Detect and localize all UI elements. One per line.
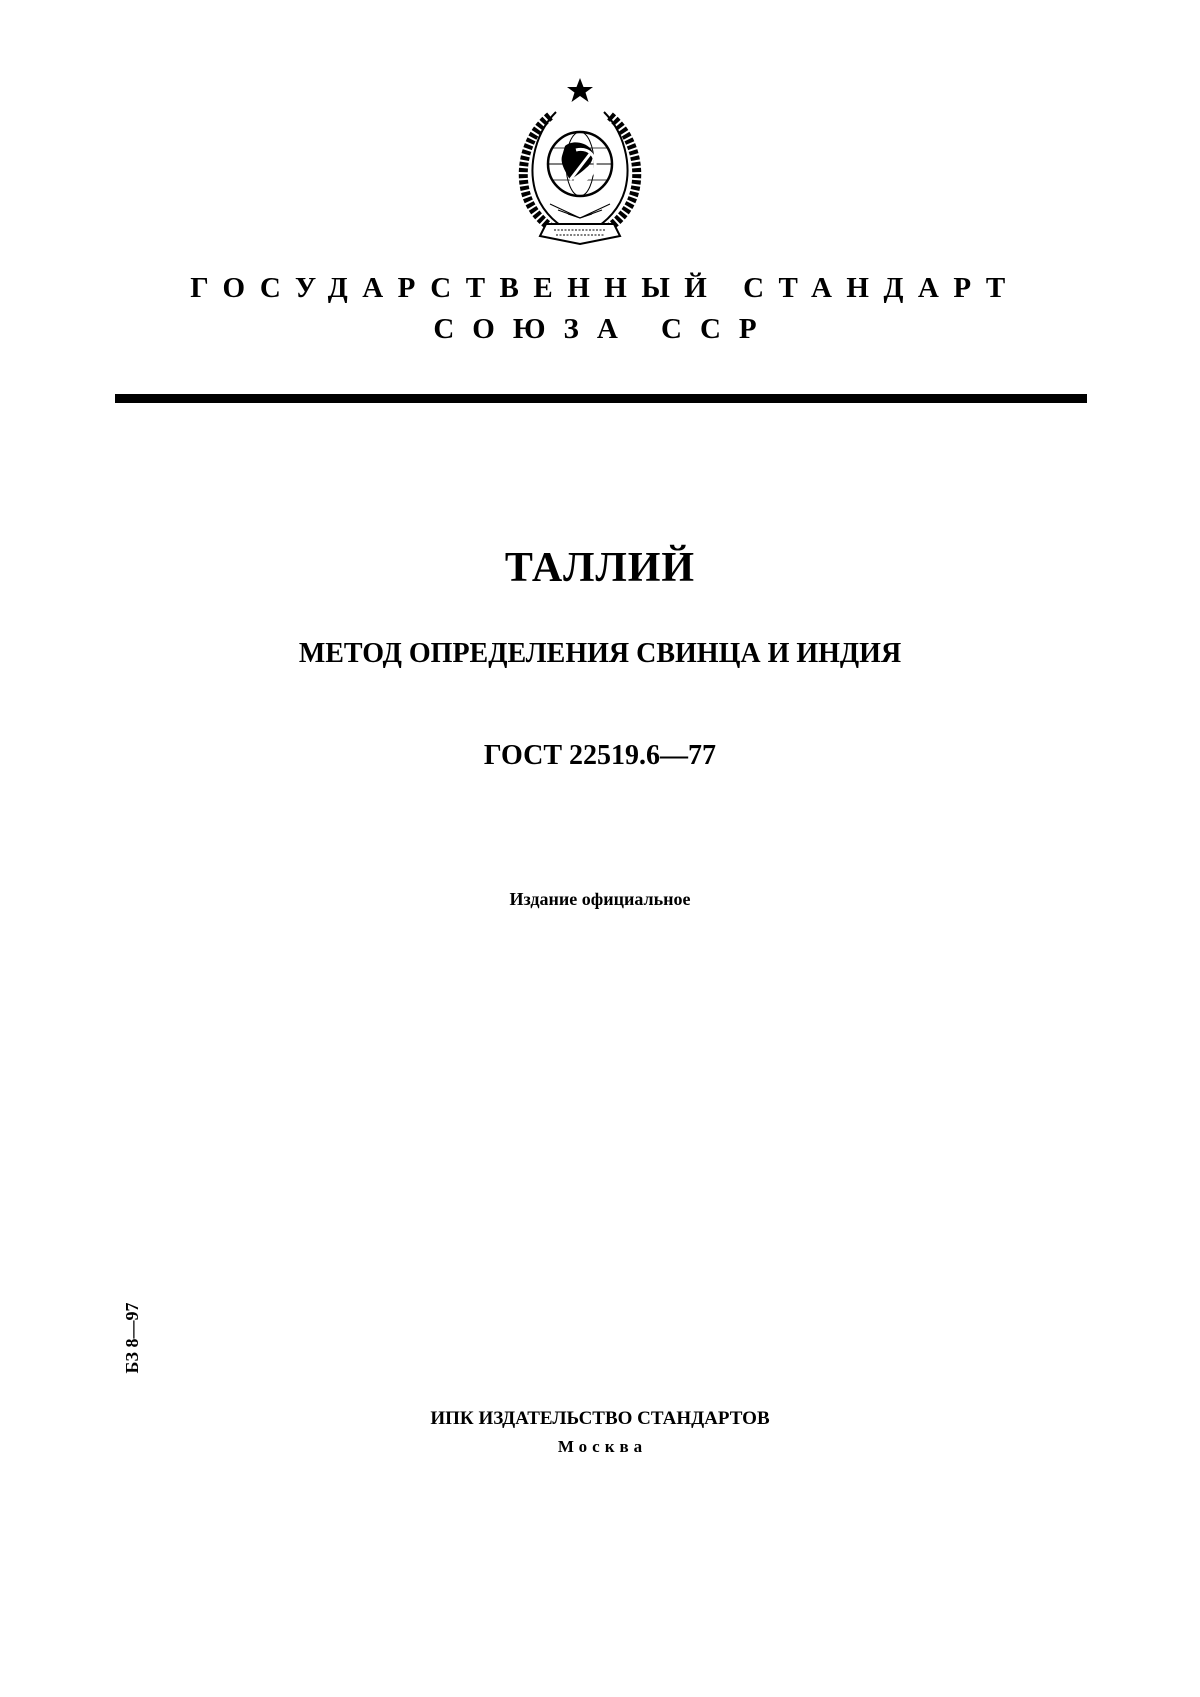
publisher-city: Москва [557,1437,648,1456]
publisher-name: ИПК ИЗДАТЕЛЬСТВО СТАНДАРТОВ [430,1408,770,1429]
org-title-line-2: СОЮЗА ССР [433,313,775,345]
star-icon [567,78,593,102]
side-code-label: БЗ 8—97 [122,1302,142,1374]
state-emblem-icon [510,76,650,256]
org-title-line-1: ГОСУДАРСТВЕННЫЙ СТАНДАРТ [190,272,1020,304]
header-divider [115,394,1087,403]
standard-code: ГОСТ 22519.6—77 [483,740,717,771]
document-title: ТАЛЛИЙ [504,545,696,591]
edition-label: Издание официальное [509,889,691,909]
document-subtitle: МЕТОД ОПРЕДЕЛЕНИЯ СВИНЦА И ИНДИЯ [298,638,902,669]
